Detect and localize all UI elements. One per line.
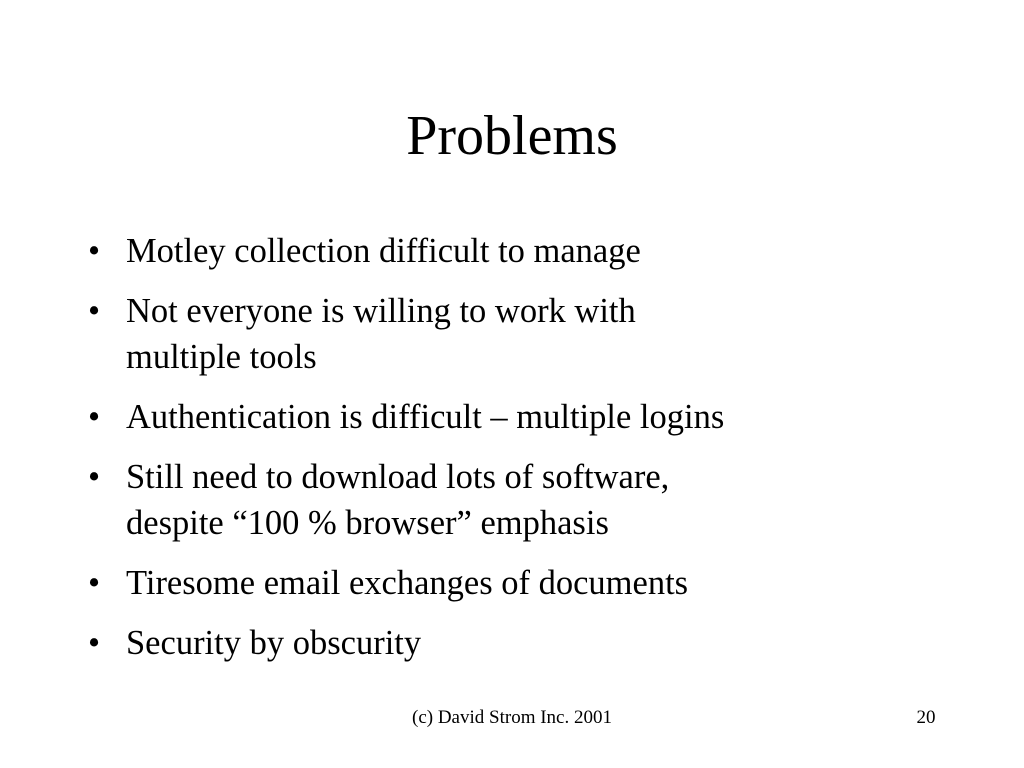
bullet-text-continued: multiple tools [126,338,317,376]
bullet-icon: • [88,564,101,602]
bullet-text: Tiresome email exchanges of documents [126,564,689,602]
bullet-text-continued: despite “100 % browser” emphasis [126,504,609,542]
bullet-item-1 [88,228,968,274]
bullet-icon: • [88,292,101,330]
bullet-icon: • [88,232,101,270]
bullet-item-4 [88,454,968,546]
bullet-text: Authentication is difficult – multiple logins [126,398,725,436]
bullet-item-3 [88,394,968,440]
bullet-text: Motley collection difficult to manage [126,232,641,270]
footer-copyright: (c) David Strom Inc. 2001 [412,707,612,728]
bullet-text: Still need to download lots of software, [126,458,670,496]
bullet-icon: • [88,458,101,496]
bullet-icon: • [88,624,101,662]
slide-title: Problems [406,105,618,167]
bullet-list [88,228,968,680]
page-number: 20 [916,707,936,728]
bullet-item-5 [88,560,968,606]
bullet-item-6 [88,620,968,666]
bullet-item-2 [88,288,968,380]
bullet-text: Security by obscurity [126,624,422,662]
bullet-icon: • [88,398,101,436]
bullet-text: Not everyone is willing to work with [126,292,636,330]
